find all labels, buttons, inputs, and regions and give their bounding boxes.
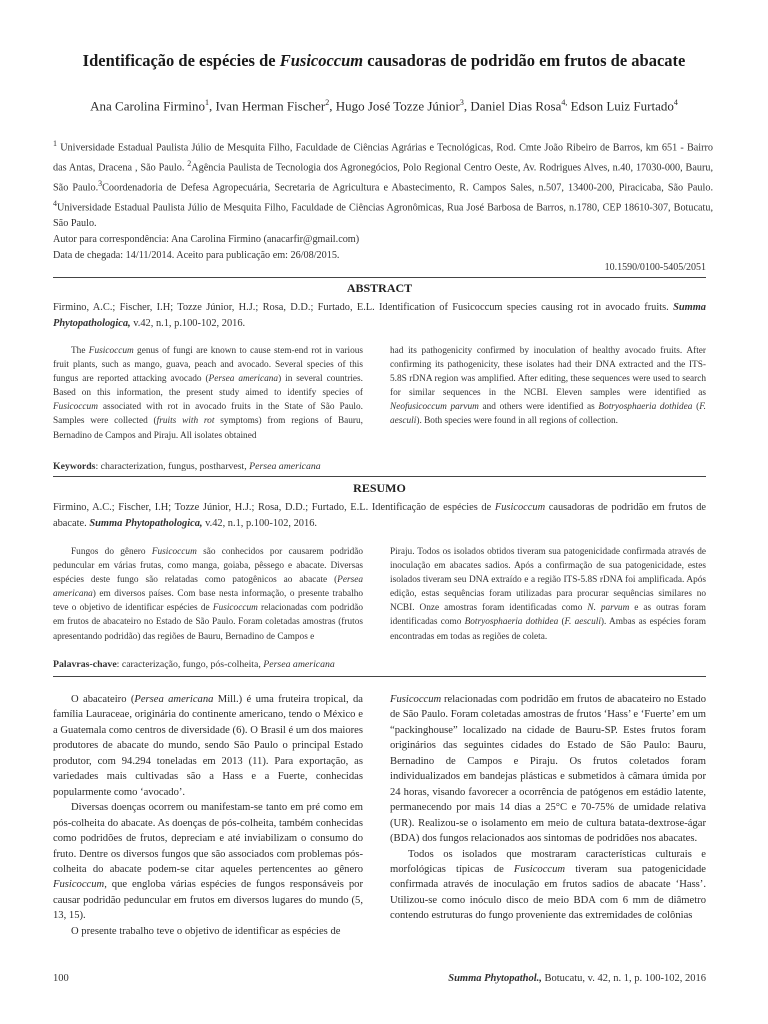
abstract-col-right: had its pathogenicity confirmed by inoculation of healthy avocado fruits. After confirming its pathogenicity, these isolates had their DNA extracted and the ITS-5.8S rDNA region was amplified. After editing, these sequences were used to search for similar sequences in the NCBI. Eleven samples were identified as Neofusicoccum parvum and others were identified as Botryosphaeria dothidea (F. aesculi). Both species were found in all regions of collection. <box>390 346 707 427</box>
author-list: Ana Carolina Firmino$^1$, Ivan Herman Fischer$^2$, Hugo José Tozze Júnior$^3$, Daniel Dias Rosa$^{4,}$ Edson Luiz Furtado$^4$ <box>90 98 678 114</box>
body-col-left: O abacateiro (Persea americana Mill.) é uma fruteira tropical, da família Lauraceae, originária do continente americano, tendo o México e a Guatemala como centros de diversidade (6). O Brasil é um dos maiores produtores de abacate do mundo, sendo São Paulo o principal Estado produtor, com 94.294 toneladas em 2013 (11). Para exportação, as variedades mais cultivadas são a Hass e a Fuerte, conhecidas popularmente como ‘avocado’. Diversas doenças ocorrem ou manifestam-se tanto em pré como em pós-colheita do abacate. As doenças de pós-colheita, também conhecidas como podridões de frutos, depreciam e até inviabilizam o consumo do fruto. Dentre os diversos fungos que são associados com problemas pós-colheita do abacate podem-se citar aqueles pertencentes ao gênero Fusicoccum, que engloba várias espécies de fungos responsáveis por causar podridão peduncular em frutos em diversos lugares do mundo (5, 13, 15). O presente trabalho teve o objetivo de identificar as espécies de <box>53 694 363 937</box>
resumo-heading: RESUMO <box>353 481 406 495</box>
divider <box>53 676 706 677</box>
author: Ivan Herman Fischer <box>215 98 326 114</box>
resumo-col-right: Piraju. Todos os isolados obtidos tiveram sua patogenicidade confirmada através de inoculação em abacates sadios. Após a confirmação de sua patogenicidade, estes isolados tiveram seu DNA extraído e a região ITS-5.8S rDNA foi amplificada. Após edição, estas sequências foram utilizadas para procurar sequências similares no NCBI. Onze amostras foram identificadas como N. parvum e as outras foram identificadas como Botryosphaeria dothidea (F. aesculi). Ambas as espécies foram encontradas em todas as regiões de coleta. <box>390 547 706 642</box>
author: Edson Luiz Furtado <box>570 98 674 114</box>
doi[interactable]: 10.1590/0100-5405/2051 <box>604 262 706 273</box>
received-dates: Data de chegada: 14/11/2014. Aceito para publicação em: 26/08/2015. <box>53 249 340 261</box>
affiliations: $^1$ Universidade Estadual Paulista Júlio de Mesquita Filho, Faculdade de Ciências Agrárias e Tecnológicas, Rod. Cmte João Ribeiro de Barros, km 651 - Bairro das Antas, Dracena , São Paulo. $^2$Agência Paulista de Tecnologia dos Agronegócios, Polo Regional Centro Oeste, Av. Rodrigues Alves, n.40, 17030-000, Bauru, São Paulo.$^3$Coordenadoria de Defesa Agropecuária, Secretaria de Agricultura e Abastecimento, R. Campos Sales, n.507, 13400-200, Piracicaba, São Paulo. $^4$Universidade Estadual Paulista Júlio de Mesquita Filho, Faculdade de Ciências Agronômicas, Rua José Barbosa de Barros, n.1780, CEP 18610-307, Botucatu, São Paulo. Autor para correspondência: Ana Carolina Firmino (anacarfir@gmail.com) Data de chegada: 14/11/2014. Aceito para publicação em: 26/08/2015. <box>53 136 713 263</box>
page-number: 100 <box>53 973 69 984</box>
resumo-citation: Firmino, A.C.; Fischer, I.H; Tozze Júnior, H.J.; Rosa, D.D.; Furtado, E.L. Identificação de espécies de Fusicoccum causadoras de podridão em frutos de abacate. Summa Phytopathologica, v.42, n.1, p.100-102, 2016. <box>53 502 706 529</box>
divider <box>53 476 706 477</box>
author: Hugo José Tozze Júnior <box>335 98 460 114</box>
resumo-col-left: Fungos do gênero Fusicoccum são conhecidos por causarem podridão peduncular em várias frutas, como manga, goiaba, pêssego e abacate. Diversas espécies deste fungo são relatadas como patogênicos ao abacate (Persea americana) em diversos países. Com base nesta informação, o presente trabalho teve o objetivo de identificar espécies de Fusicoccum relacionadas com podridão em frutos de abacateiro no Estado de São Paulo. Foram coletadas amostras (frutos apresentando podridão) das regiões de Bauru, Bernadino de Campos e <box>53 547 363 642</box>
keywords: Keywords: characterization, fungus, postharvest, Persea americana <box>53 461 321 472</box>
journal-footer: Summa Phytopathol., Botucatu, v. 42, n. 1, p. 100-102, 2016 <box>448 973 706 984</box>
abstract-citation: Firmino, A.C.; Fischer, I.H; Tozze Júnior, H.J.; Rosa, D.D.; Furtado, E.L. Identification of Fusicoccum species causing rot in avocado fruits. Summa Phytopathologica, v.42, n.1, p.100-102, 2016. <box>53 302 706 329</box>
abstract-col-left: The Fusicoccum genus of fungi are known to cause stem-end rot in various fruit plants, such as mango, guava, peach and avocado. Several species of this fungus are reported attacking avocado (Persea americana) in several countries. Based on this information, the present study aimed to identify species of Fusicoccum associated with rot in avocado fruits in the State of São Paulo. Samples were collected (fruits with rot symptoms) from regions of Bauru, Bernadino de Campos and Piraju. All isolates obtained <box>53 346 363 441</box>
correspondence: Autor para correspondência: Ana Carolina Firmino (anacarfir@gmail.com) <box>53 234 360 246</box>
divider <box>53 277 706 278</box>
abstract-heading: ABSTRACT <box>346 281 413 295</box>
body-col-right: Fusicoccum relacionadas com podridão em frutos de abacateiro no Estado de São Paulo. Foram coletadas amostras de frutos ‘Hass’ e ‘Fuerte’ em um “packinghouse” localizado na cidade de Bauru-SP. Estes frutos foram originários das seguintes cidades do Estado de São Paulo: Bauru, Bernadino de Campos e Piraju. Os frutos coletados foram individualizados em bandejas plásticas e submetidos à câmara úmida por 24 horas, visando favorecer a ocorrência de patógenos em estádio latente, permanecendo por mais 14 dias a 25°C e 70-75% de umidade relativa (UR). Realizou-se o isolamento em meio de cultura batata-dextrose-ágar (BDA) dos fungos relacionados aos sintomas de podridões nos abacates. Todos os isolados que mostraram características culturais e morfológicas típicas de Fusicoccum tiveram sua patogenicidade confirmada através de inoculação em frutos sadios de abacate ‘Hass’. Utilizou-se como inóculo disco de meio BDA com 6 mm de diâmetro contendo estruturas do fungo proveniente das extremidades de colônias <box>390 694 707 922</box>
author: Ana Carolina Firmino <box>90 98 205 114</box>
palavras-chave: Palavras-chave: caracterização, fungo, pós-colheita, Persea americana <box>53 659 335 670</box>
author: Daniel Dias Rosa <box>470 98 562 114</box>
article-title: Identificação de espécies de Fusicoccum causadoras de podridão em frutos de abacate <box>82 51 686 70</box>
